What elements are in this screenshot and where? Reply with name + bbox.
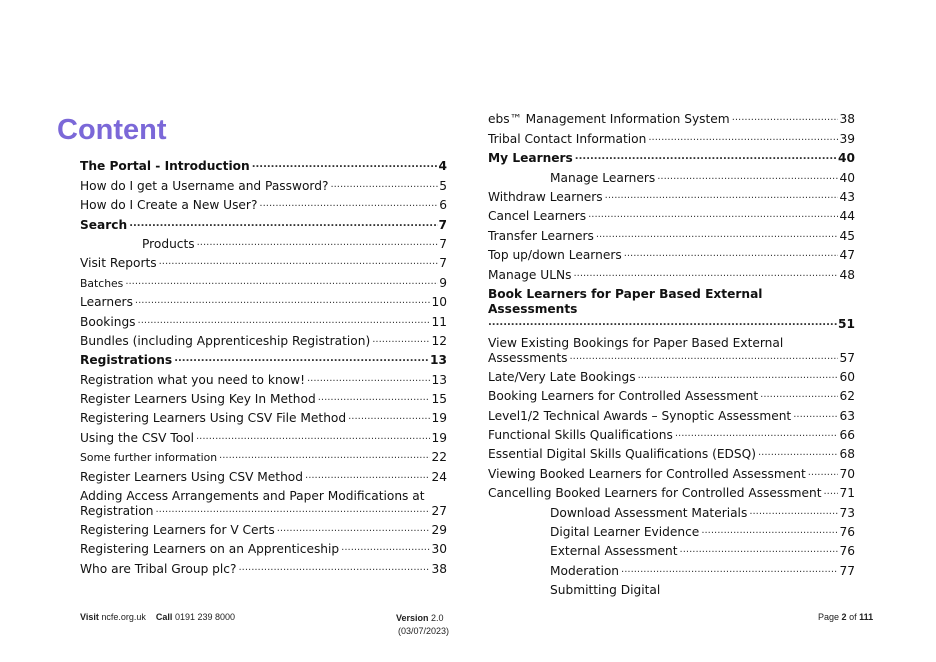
dot-leader <box>569 351 838 363</box>
dot-leader <box>575 151 837 163</box>
toc-entry[interactable] <box>80 155 447 174</box>
toc-entry[interactable] <box>488 147 855 166</box>
dot-leader <box>156 504 431 516</box>
dot-leader <box>305 470 430 482</box>
dot-leader <box>259 198 438 210</box>
toc-entry-page: 44 <box>839 209 855 224</box>
toc-left-column <box>80 155 447 577</box>
toc-entry-page: 7 <box>439 236 447 251</box>
toc-entry-page: 7 <box>438 217 447 232</box>
dot-leader <box>125 276 438 288</box>
toc-entry-page: 39 <box>839 131 855 146</box>
version-label: Version <box>396 613 429 623</box>
toc-entry-label: Adding Access Arrangements and Paper Modifications at <box>80 488 425 503</box>
toc-entry-page: 19 <box>431 411 447 426</box>
toc-entry[interactable] <box>80 485 447 519</box>
toc-entry[interactable] <box>488 501 855 520</box>
toc-entry-label: Download Assessment Materials <box>550 505 748 520</box>
dot-leader <box>573 268 838 280</box>
dot-leader <box>135 295 431 307</box>
toc-entry[interactable] <box>488 385 855 404</box>
toc-entry-label: The Portal - Introduction <box>80 159 250 174</box>
toc-entry-label: Functional Skills Qualifications <box>488 428 673 443</box>
toc-entry-label: Transfer Learners <box>488 228 594 243</box>
toc-entry-label: Who are Tribal Group plc? <box>80 561 237 576</box>
toc-entry-label-continued: Registration <box>80 503 154 518</box>
toc-entry[interactable] <box>80 310 447 329</box>
dot-leader <box>701 525 838 537</box>
toc-entry-page: 11 <box>431 314 447 329</box>
toc-entry[interactable] <box>488 186 855 205</box>
toc-entry-page: 57 <box>839 350 855 365</box>
dot-leader <box>749 506 838 518</box>
toc-entry-page: 12 <box>431 333 447 348</box>
page-title: Content <box>57 114 167 146</box>
dot-leader <box>197 237 439 249</box>
toc-entry[interactable] <box>488 224 855 243</box>
toc-entry[interactable] <box>488 166 855 185</box>
toc-entry-page: 76 <box>839 525 855 540</box>
toc-entry-label: Registering Learners Using CSV File Method <box>80 411 347 426</box>
toc-entry[interactable] <box>488 263 855 282</box>
dot-leader <box>793 409 838 421</box>
toc-entry-label: Level1/2 Technical Awards – Synoptic Assessment <box>488 408 792 423</box>
toc-entry-page: 66 <box>839 428 855 443</box>
toc-entry-label: Registrations <box>80 353 173 368</box>
dot-leader <box>341 542 430 554</box>
toc-entry-page: 4 <box>438 159 447 174</box>
toc-entry-label: Cancel Learners <box>488 209 587 224</box>
toc-entry[interactable] <box>488 332 855 366</box>
toc-entry[interactable] <box>488 424 855 443</box>
toc-entry[interactable] <box>488 521 855 540</box>
toc-entry-label: Submitting Digital <box>550 583 661 598</box>
dot-leader <box>760 389 838 401</box>
toc-entry[interactable] <box>80 368 447 387</box>
toc-entry[interactable] <box>488 540 855 559</box>
toc-entry[interactable] <box>80 557 447 576</box>
toc-entry-label: Some further information <box>80 451 218 465</box>
toc-entry-page: 15 <box>431 392 447 407</box>
toc-entry-page: 51 <box>838 316 855 331</box>
toc-entry-label: Viewing Booked Learners for Controlled Assessment <box>488 466 806 481</box>
page-label: Page <box>818 612 840 622</box>
dot-leader <box>680 544 839 556</box>
dot-leader <box>277 523 431 535</box>
toc-entry-page: 77 <box>839 563 855 578</box>
toc-entry[interactable] <box>80 252 447 271</box>
toc-entry-label: Learners <box>80 295 133 310</box>
toc-entry-label: Registering Learners on an Apprenticeship <box>80 542 340 557</box>
website-link[interactable]: ncfe.org.uk <box>101 612 146 622</box>
toc-entry-page: 68 <box>839 447 855 462</box>
toc-entry[interactable] <box>488 205 855 224</box>
toc-entry-page: 19 <box>431 430 447 445</box>
toc-entry[interactable] <box>80 271 447 290</box>
toc-entry-label: Essential Digital Skills Qualifications (EDSQ) <box>488 447 756 462</box>
footer-contact <box>80 612 235 622</box>
toc-entry[interactable] <box>80 388 447 407</box>
version-value: 2.0 <box>431 613 444 623</box>
toc-entry[interactable] <box>488 482 855 501</box>
toc-entry-label: View Existing Bookings for Paper Based External <box>488 335 784 350</box>
dot-leader <box>159 256 439 268</box>
toc-entry[interactable] <box>80 519 447 538</box>
toc-entry-label: Bookings <box>80 314 136 329</box>
toc-entry-page: 38 <box>839 112 855 127</box>
toc-entry-page: 10 <box>431 295 447 310</box>
dot-leader <box>252 159 438 171</box>
dot-leader <box>348 411 430 423</box>
dot-leader <box>657 171 838 183</box>
dot-leader <box>318 392 431 404</box>
toc-entry-label: My Learners <box>488 151 573 166</box>
toc-entry[interactable] <box>488 579 855 598</box>
dot-leader <box>307 373 431 385</box>
toc-entry-page: 29 <box>431 523 447 538</box>
toc-entry-page: 30 <box>431 542 447 557</box>
toc-entry[interactable] <box>488 127 855 146</box>
dot-leader <box>808 467 839 479</box>
dot-leader <box>372 334 430 346</box>
toc-entry-label: Manage Learners <box>550 170 656 185</box>
toc-entry-label: Book Learners for Paper Based External Assessments <box>488 286 763 316</box>
toc-entry-page: 71 <box>839 486 855 501</box>
dot-leader <box>174 353 429 365</box>
toc-entry-label: How do I get a Username and Password? <box>80 178 329 193</box>
toc-entry-label: Registering Learners for V Certs <box>80 523 275 538</box>
toc-entry-page: 76 <box>839 544 855 559</box>
dot-leader <box>488 317 837 329</box>
toc-entry[interactable] <box>80 213 447 232</box>
phone-number[interactable]: 0191 239 8000 <box>174 612 235 622</box>
toc-entry-label: Digital Learner Evidence <box>550 525 700 540</box>
toc-entry-label: Search <box>80 217 128 232</box>
toc-entry[interactable] <box>80 330 447 349</box>
dot-leader <box>596 229 839 241</box>
call-label: Call <box>155 612 173 622</box>
toc-entry-label: Using the CSV Tool <box>80 430 194 445</box>
page-total: 111 <box>859 612 874 622</box>
toc-entry-page: 62 <box>839 389 855 404</box>
version-date: (03/07/2023) <box>398 626 450 636</box>
dot-leader <box>624 248 839 260</box>
toc-entry[interactable] <box>80 194 447 213</box>
toc-entry-label: How do I Create a New User? <box>80 198 258 213</box>
toc-entry[interactable] <box>80 174 447 193</box>
toc-entry[interactable] <box>80 291 447 310</box>
toc-entry-page: 22 <box>431 450 447 465</box>
toc-entry-page: 45 <box>839 228 855 243</box>
toc-entry-page: 73 <box>839 505 855 520</box>
toc-entry[interactable] <box>488 559 855 578</box>
toc-entry-label-continued: Assessments <box>488 350 568 365</box>
toc-entry-label: Manage ULNs <box>488 267 572 282</box>
dot-leader <box>648 132 838 144</box>
toc-entry[interactable] <box>488 366 855 385</box>
toc-right-column <box>488 108 855 598</box>
toc-entry[interactable] <box>80 538 447 557</box>
toc-entry-page: 43 <box>839 189 855 204</box>
dot-leader <box>238 562 430 574</box>
toc-entry-page: 47 <box>839 248 855 263</box>
toc-entry-label: Register Learners Using CSV Method <box>80 469 304 484</box>
toc-entry-page: 40 <box>839 170 855 185</box>
toc-entry-label: Withdraw Learners <box>488 189 603 204</box>
toc-entry-page: 7 <box>439 256 447 271</box>
toc-entry[interactable] <box>488 244 855 263</box>
dot-leader <box>675 428 839 440</box>
dot-leader <box>330 179 438 191</box>
toc-entry[interactable] <box>80 233 447 252</box>
dot-leader <box>129 218 437 230</box>
toc-entry-label: External Assessment <box>550 544 678 559</box>
toc-entry-label: Registration what you need to know! <box>80 372 305 387</box>
dot-leader <box>758 447 838 459</box>
visit-label: Visit <box>80 612 99 622</box>
toc-entry-label: Register Learners Using Key In Method <box>80 392 316 407</box>
toc-entry-page: 13 <box>431 372 447 387</box>
dot-leader <box>638 370 839 382</box>
toc-entry[interactable] <box>488 404 855 423</box>
toc-entry-page: 13 <box>430 353 447 368</box>
dot-leader <box>588 209 838 221</box>
toc-entry-label: Bundles (including Apprenticeship Registration) <box>80 333 371 348</box>
toc-entry-label: Visit Reports <box>80 256 157 271</box>
toc-entry[interactable] <box>80 349 447 368</box>
footer-page-number <box>818 612 873 622</box>
dot-leader <box>621 564 838 576</box>
toc-entry-label: Cancelling Booked Learners for Controlled Assessment <box>488 486 822 501</box>
toc-entry-page: 6 <box>439 198 447 213</box>
toc-entry-page: 48 <box>839 267 855 282</box>
toc-entry-page: 40 <box>838 151 855 166</box>
toc-entry-label: Tribal Contact Information <box>488 131 647 146</box>
toc-entry[interactable] <box>80 426 447 445</box>
toc-entry-label: Moderation <box>550 563 620 578</box>
dot-leader <box>196 431 430 443</box>
toc-entry-page: 38 <box>431 561 447 576</box>
toc-entry[interactable] <box>80 407 447 426</box>
toc-entry-page: 5 <box>439 178 447 193</box>
toc-entry-page: 70 <box>839 466 855 481</box>
dot-leader <box>823 486 838 498</box>
dot-leader <box>732 112 839 124</box>
page-of: of <box>849 612 857 622</box>
toc-entry-label: Products <box>142 236 195 251</box>
dot-leader <box>138 315 431 327</box>
toc-entry[interactable] <box>488 443 855 462</box>
toc-entry-page: 60 <box>839 369 855 384</box>
toc-entry-page: 9 <box>439 275 447 290</box>
dot-leader <box>605 190 839 202</box>
toc-entry-label: Top up/down Learners <box>488 248 622 263</box>
toc-entry[interactable] <box>80 465 447 484</box>
toc-entry-page: 63 <box>839 408 855 423</box>
page-current: 2 <box>841 612 847 622</box>
toc-entry[interactable] <box>488 283 855 332</box>
toc-entry-page: 27 <box>431 503 447 518</box>
toc-entry[interactable] <box>488 462 855 481</box>
toc-entry-label: Batches <box>80 276 124 290</box>
toc-entry-label: ebs™ Management Information System <box>488 112 730 127</box>
toc-entry-label: Booking Learners for Controlled Assessment <box>488 389 759 404</box>
dot-leader <box>219 450 430 462</box>
footer-version <box>396 612 449 638</box>
toc-entry-page: 24 <box>431 469 447 484</box>
toc-entry-label: Late/Very Late Bookings <box>488 369 636 384</box>
toc-entry[interactable] <box>80 446 447 465</box>
toc-entry[interactable] <box>488 108 855 127</box>
